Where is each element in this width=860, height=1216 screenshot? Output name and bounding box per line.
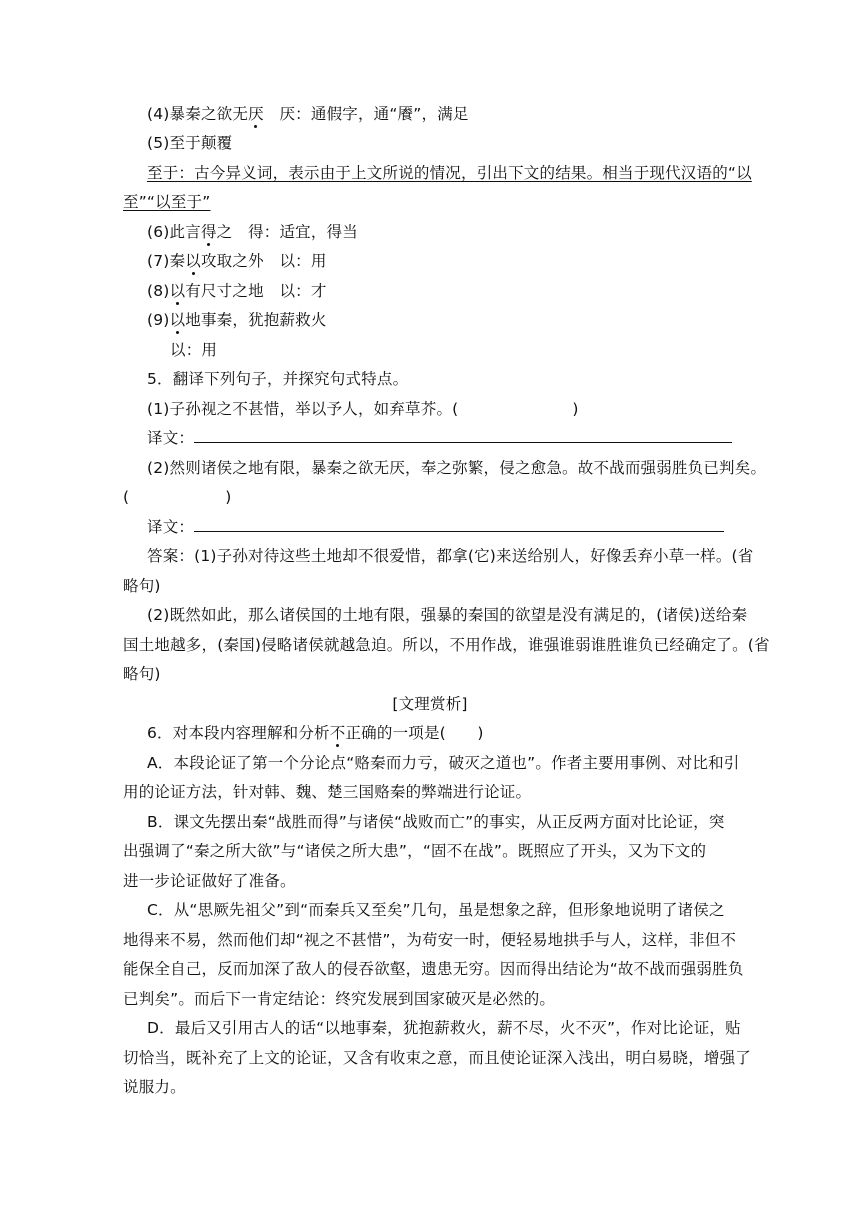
text-segment: (9) (147, 311, 170, 329)
text-segment: (6)此言 (147, 223, 201, 241)
translation-line-1 (147, 428, 732, 448)
emphasis-dot-char: 不 (329, 724, 346, 742)
item-8-line (147, 281, 327, 301)
option-c-line-2: 地得来不易，然而他们却“视之不甚惜”，为苟安一时，便轻易地拱手与人，这样，非但不 (123, 931, 737, 949)
text-segment: 6．对本段内容理解和分析 (147, 724, 330, 742)
answer-line-3: (2)既然如此，那么诸侯国的土地有限，强暴的秦国的欲望是没有满足的，(诸侯)送给秦 (147, 606, 748, 624)
option-d-line-3: 说服力。 (123, 1078, 186, 1096)
item-7-line (147, 251, 327, 271)
item-4-line (147, 104, 469, 124)
question-5-sentence-2-paren (123, 487, 232, 507)
answer-line-4: 国土地越多，(秦国)侵略诸侯就越急迫。所以，不用作战，谁强谁弱谁胜谁负已经确定了。(省 (123, 636, 770, 654)
text-segment: 正确的一项是( ) (345, 724, 484, 742)
emphasis-dot-char: 以 (169, 311, 186, 329)
text-segment: ( (123, 488, 130, 506)
text-segment: ) (225, 488, 232, 506)
item-5-explanation-line1: 至于：古今异义词，表示由于上文所说的情况，引出下文的结果。相当于现代汉语的“以 (147, 164, 752, 182)
option-b-line-3: 进一步论证做好了准备。 (123, 872, 296, 890)
item-5-explanation-line2: 至”“以至于” (123, 193, 211, 211)
question-5-heading: 5．翻译下列句子，并探究句式特点。 (147, 370, 409, 388)
question-5-sentence-1 (147, 399, 579, 419)
option-d-line-1: D．最后又引用古人的话“以地事秦，犹抱薪救火，薪不尽，火不灭”，作对比论证，贴 (147, 1019, 741, 1037)
text-segment: 攻取之外 以：用 (200, 252, 327, 270)
translation-label: 译文： (147, 429, 195, 447)
option-c-line-1: C．从“思厥先祖父”到“而秦兵又至矣”几句，虽是想象之辞，但形象地说明了诸侯之 (147, 901, 725, 919)
item-5-line: (5)至于颠覆 (147, 134, 233, 152)
option-d-line-2: 切恰当，既补充了上文的论证，又含有收束之意，而且使论证深入浅出，明白易晓，增强了 (123, 1049, 752, 1067)
text-segment: 有尺寸之地 以：才 (185, 282, 327, 300)
text-segment: (7)秦 (147, 252, 186, 270)
option-c-line-3: 能保全自己，反而加深了敌人的侵吞欲壑，遗患无穷。因而得出结论为“故不战而强弱胜负 (123, 960, 744, 978)
text-segment: (8) (147, 282, 170, 300)
answer-line-1: 答案：(1)子孙对待这些土地却不很爱惜，都拿(它)来送给别人，好像丢弃小草一样。(省 (147, 547, 754, 565)
emphasis-dot-char: 以 (169, 282, 186, 300)
text-segment: 厌：通假字，通“餍”，满足 (263, 105, 469, 123)
question-6-heading (147, 723, 484, 743)
emphasis-dot-char: 厌 (248, 105, 264, 123)
option-a-line-1: A．本段论证了第一个分论点“赂秦而力亏，破灭之道也”。作者主要用事例、对比和引 (147, 754, 740, 772)
option-c-line-4: 已判矣”。而后下一肯定结论：终究发展到国家破灭是必然的。 (123, 990, 556, 1008)
translation-line-2 (147, 517, 724, 537)
option-b-line-1: B．课文先摆出秦“战胜而得”与诸侯“战败而亡”的事实，从正反两方面对比论证，突 (147, 813, 725, 831)
question-5-sentence-2: (2)然则诸侯之地有限，暴秦之欲无厌，奉之弥繁，侵之愈急。故不战而强弱胜负已判矣。 (147, 459, 767, 477)
translation-blank-1 (194, 428, 732, 443)
text-segment: (4)暴秦之欲无 (147, 105, 249, 123)
text-segment: 之 得：适宜，得当 (216, 223, 358, 241)
item-9-line (147, 310, 327, 330)
item-6-line (147, 222, 358, 242)
text-segment: ) (572, 400, 579, 418)
text-segment: 地事秦，犹抱薪救火 (185, 311, 327, 329)
answer-line-2: 略句) (123, 577, 161, 595)
option-a-line-2: 用的论证方法，针对韩、魏、楚三国赂秦的弊端进行论证。 (123, 783, 532, 801)
option-b-line-2: 出强调了“秦之所大欲”与“诸侯之所大患”，“固不在战”。既照应了开头，又为下文的 (123, 842, 707, 860)
translation-blank-2 (194, 517, 724, 532)
section-heading: [文理赏析] (392, 695, 468, 713)
text-segment: (1)子孙视之不甚惜，举以予人，如弃草芥。( (147, 400, 459, 418)
emphasis-dot-char: 得 (200, 223, 217, 241)
answer-line-5: 略句) (123, 665, 161, 683)
emphasis-dot-char: 以 (185, 252, 201, 270)
item-9-explanation: 以：用 (170, 341, 218, 359)
translation-label: 译文： (147, 518, 195, 536)
